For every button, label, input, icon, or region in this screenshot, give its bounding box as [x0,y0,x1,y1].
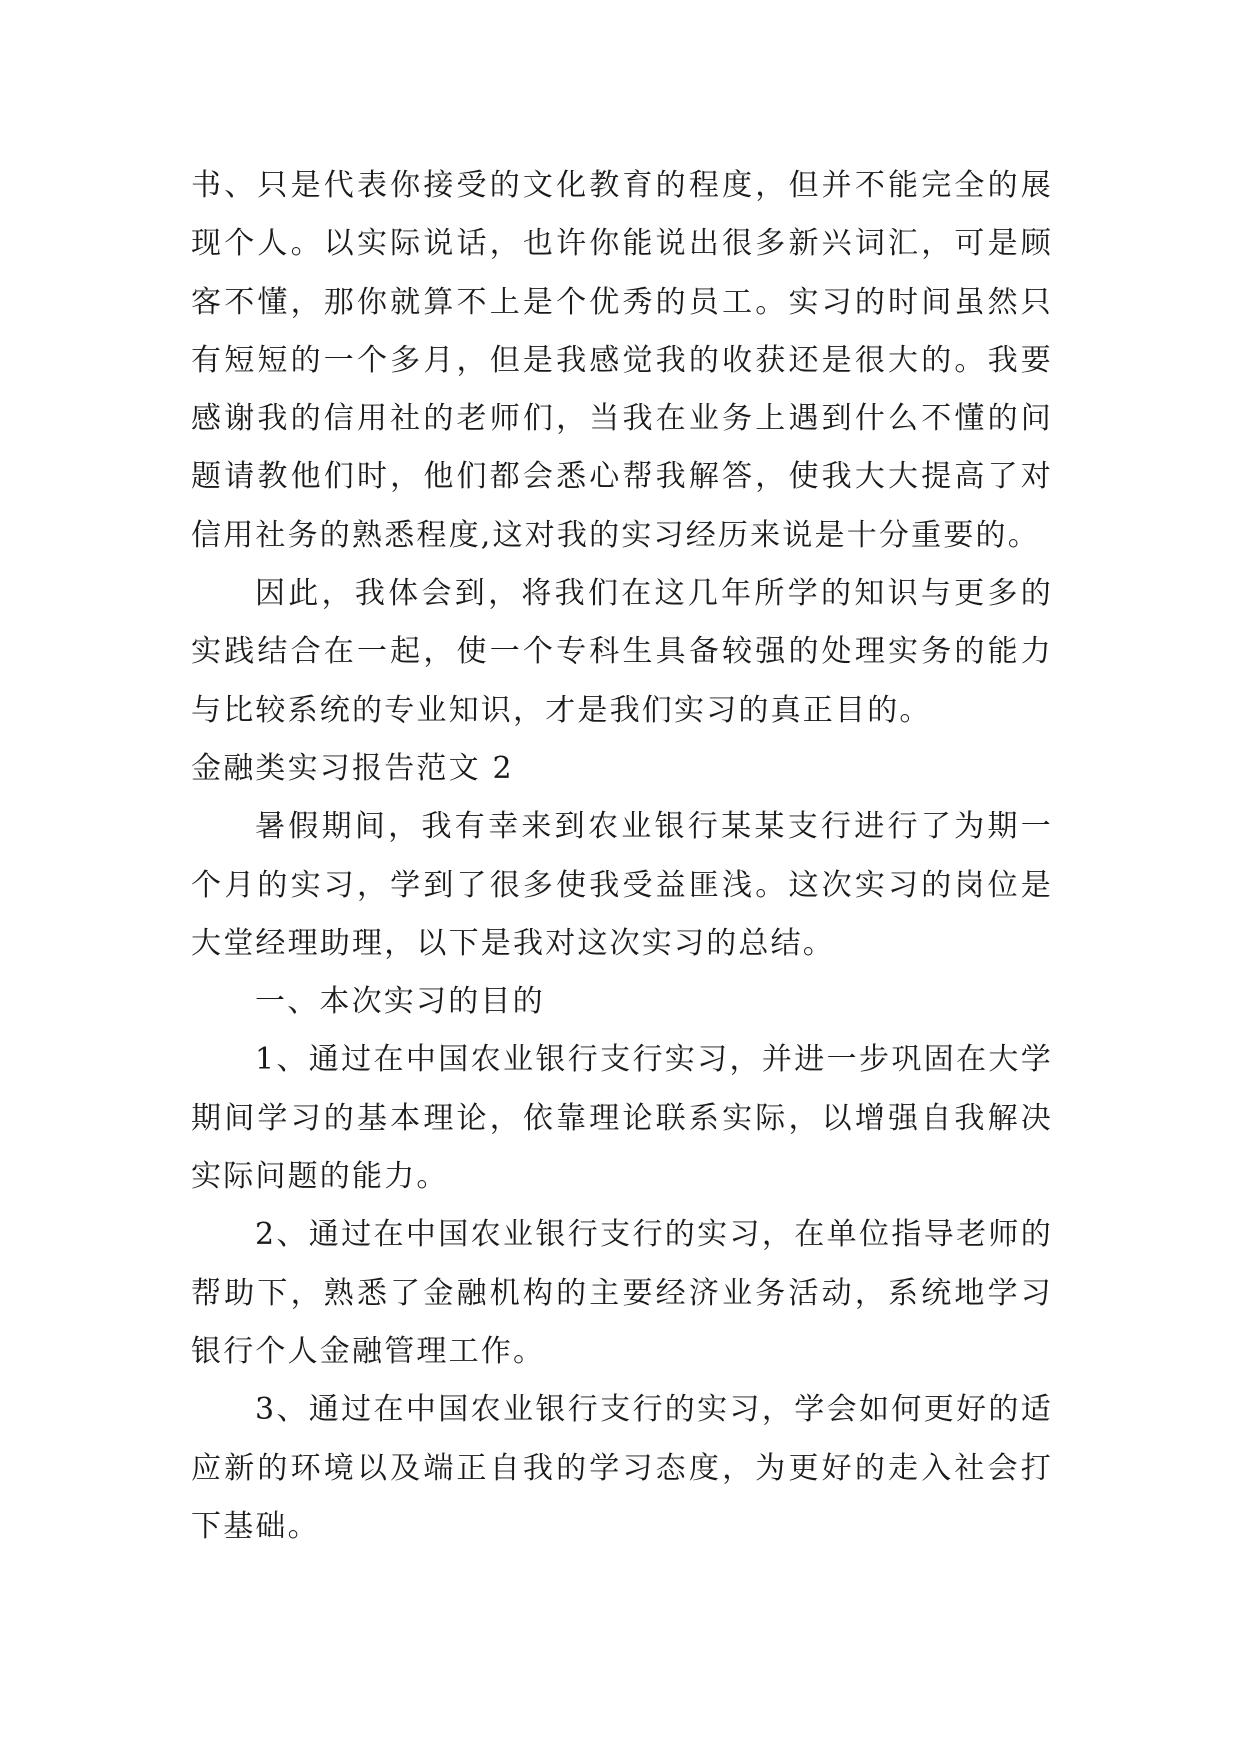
paragraph-intro: 暑假期间，我有幸来到农业银行某某支行进行了为期一个月的实习，学到了很多使我受益匪浅。这次实习的岗位是大堂经理助理，以下是我对这次实习的总结。 [191,809,1053,961]
list-item-3: 3、通过在中国农业银行支行的实习，学会如何更好的适应新的环境以及端正自我的学习态度，为更好的走入社会打下基础。 [191,1392,1053,1544]
section-heading: 金融类实习报告范文 2 [191,750,514,786]
paragraph-conclusion: 因此，我体会到，将我们在这几年所学的知识与更多的实践结合在一起，使一个专科生具备较强的处理实务的能力与比较系统的专业知识，才是我们实习的真正目的。 [191,576,1053,728]
paragraph-continuation: 书、只是代表你接受的文化教育的程度，但并不能完全的展现个人。以实际说话，也许你能说出很多新兴词汇，可是顾客不懂，那你就算不上是个优秀的员工。实习的时间虽然只有短短的一个多月，但是我感觉我的收获还是很大的。我要感谢我的信用社的老师们，当我在业务上遇到什么不懂的问题请教他们时，他们都会悉心帮我解答，使我大大提高了对信用社务的熟悉程度,这对我的实习经历来说是十分重要的。 [191,168,1053,553]
subheading-purpose: 一、本次实习的目的 [255,984,545,1020]
list-item-1: 1、通过在中国农业银行支行实习，并进一步巩固在大学期间学习的基本理论，依靠理论联系实际，以增强自我解决实际问题的能力。 [191,1042,1053,1195]
document-body [191,157,1053,1556]
list-item-2: 2、通过在中国农业银行支行的实习，在单位指导老师的帮助下，熟悉了金融机构的主要经济业务活动，系统地学习银行个人金融管理工作。 [191,1217,1053,1369]
